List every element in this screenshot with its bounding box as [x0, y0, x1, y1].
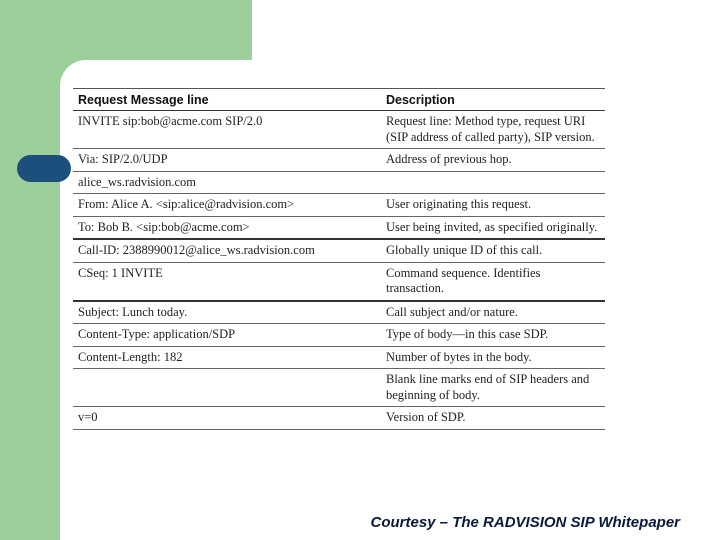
- table-row: [73, 194, 605, 217]
- table-row: [73, 171, 605, 194]
- table-row: [73, 346, 605, 369]
- table-row: [73, 301, 605, 324]
- description-cell: Number of bytes in the body.: [381, 346, 605, 369]
- table-row: [73, 216, 605, 239]
- table-row: [73, 262, 605, 301]
- description-cell: Address of previous hop.: [381, 149, 605, 172]
- description-cell: User being invited, as specified originally.: [381, 216, 605, 239]
- description-cell: Globally unique ID of this call.: [381, 239, 605, 262]
- request-line-cell: CSeq: 1 INVITE: [73, 262, 381, 301]
- header-description: Description: [381, 89, 605, 111]
- description-cell: Type of body—in this case SDP.: [381, 324, 605, 347]
- request-line-cell: INVITE sip:bob@acme.com SIP/2.0: [73, 111, 381, 149]
- request-line-cell: From: Alice A. <sip:alice@radvision.com>: [73, 194, 381, 217]
- description-cell: [381, 171, 605, 194]
- request-line-cell: To: Bob B. <sip:bob@acme.com>: [73, 216, 381, 239]
- sip-request-table-container: [73, 88, 605, 430]
- description-cell: Request line: Method type, request URI (SIP address of called party), SIP version.: [381, 111, 605, 149]
- description-cell: Blank line marks end of SIP headers and beginning of body.: [381, 369, 605, 407]
- description-cell: Call subject and/or nature.: [381, 301, 605, 324]
- request-line-cell: Content-Length: 182: [73, 346, 381, 369]
- request-line-cell: Subject: Lunch today.: [73, 301, 381, 324]
- table-row: [73, 407, 605, 430]
- table-row: [73, 369, 605, 407]
- request-line-cell: Content-Type: application/SDP: [73, 324, 381, 347]
- request-line-cell: alice_ws.radvision.com: [73, 171, 381, 194]
- request-line-cell: [73, 369, 381, 407]
- description-cell: User originating this request.: [381, 194, 605, 217]
- table-row: [73, 111, 605, 149]
- table-row: [73, 324, 605, 347]
- blue-pill-decoration: [17, 155, 71, 182]
- request-line-cell: Call-ID: 2388990012@alice_ws.radvision.com: [73, 239, 381, 262]
- header-request-message-line: Request Message line: [73, 89, 381, 111]
- sip-request-table: [73, 88, 605, 430]
- courtesy-caption: Courtesy – The RADVISION SIP Whitepaper: [370, 514, 680, 531]
- table-row: [73, 149, 605, 172]
- table-row: [73, 239, 605, 262]
- table-header-row: [73, 89, 605, 111]
- request-line-cell: Via: SIP/2.0/UDP: [73, 149, 381, 172]
- description-cell: Command sequence. Identifies transaction.: [381, 262, 605, 301]
- request-line-cell: v=0: [73, 407, 381, 430]
- description-cell: Version of SDP.: [381, 407, 605, 430]
